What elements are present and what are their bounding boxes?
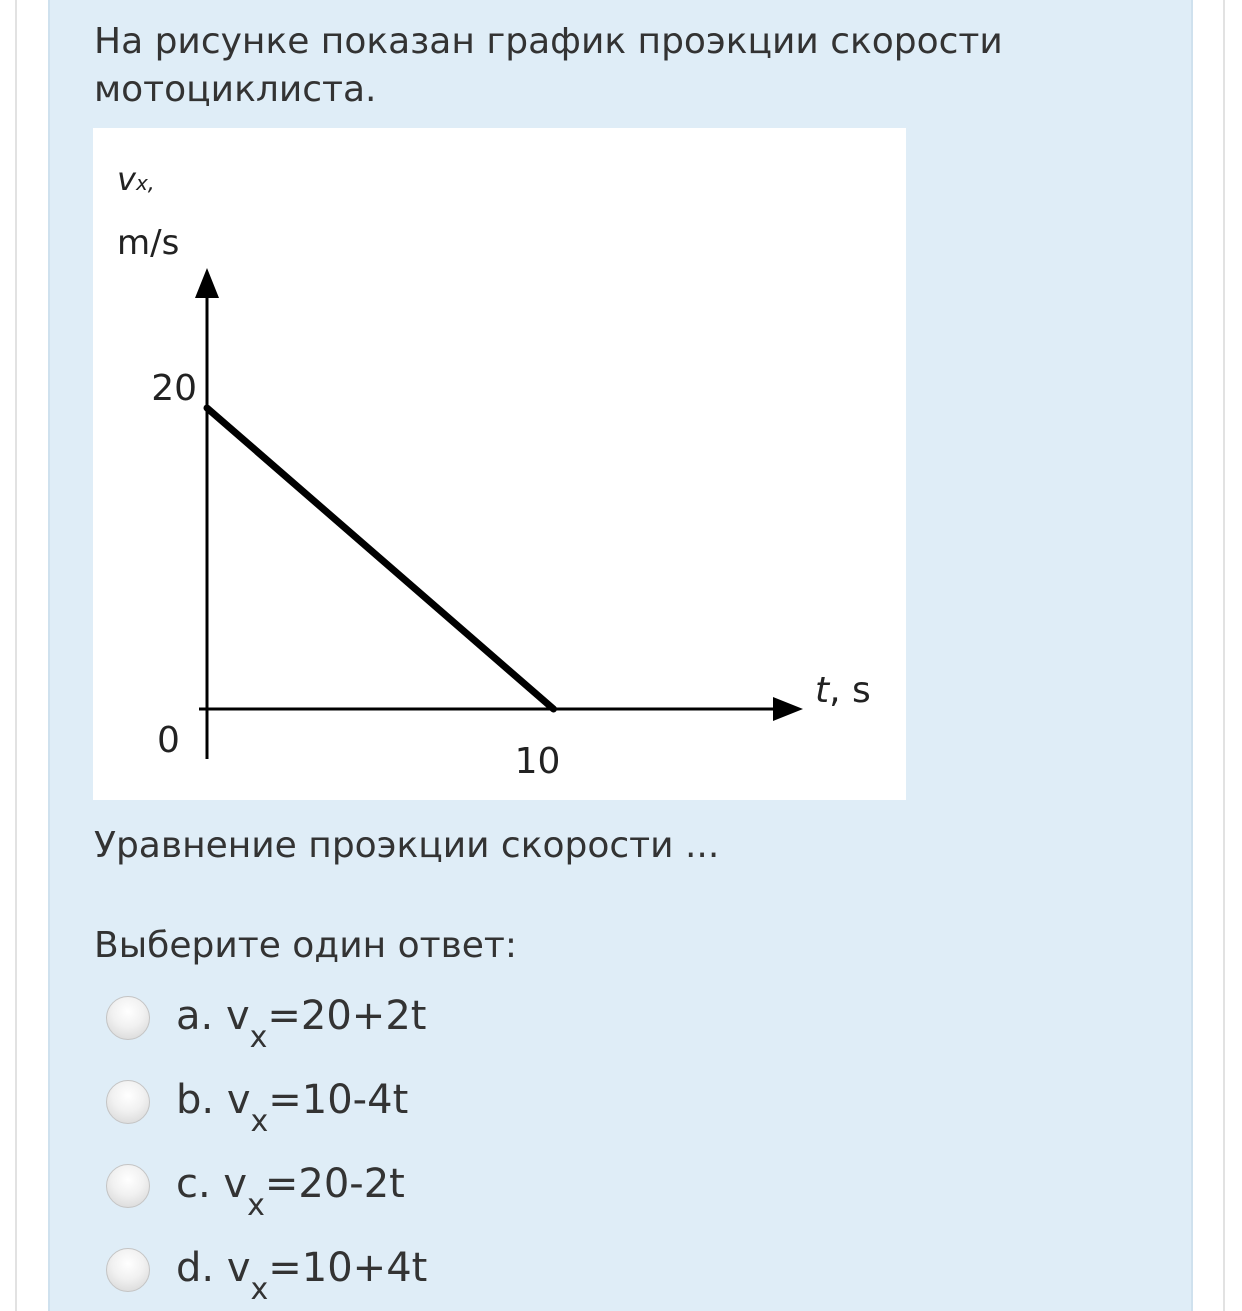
x-tick-label: 10 <box>514 741 561 782</box>
answer-option-d[interactable] <box>106 1242 706 1307</box>
y-axis-label-unit: m/s <box>117 223 180 263</box>
radio-button[interactable] <box>106 1164 150 1208</box>
velocity-series-line <box>207 408 554 709</box>
answer-option-label <box>176 1158 405 1223</box>
answer-option-label <box>176 1242 428 1307</box>
option-subscript: x <box>250 1104 269 1139</box>
answer-option-a[interactable] <box>106 990 706 1055</box>
option-variable: v <box>225 993 250 1039</box>
option-letter: b. <box>176 1077 227 1123</box>
y-axis-arrow <box>195 268 219 298</box>
x-axis-arrow <box>773 697 803 721</box>
radio-button[interactable] <box>106 1248 150 1292</box>
option-letter: c. <box>176 1161 224 1207</box>
option-variable: v <box>223 1161 248 1207</box>
option-subscript: x <box>247 1188 265 1223</box>
velocity-chart <box>93 128 906 800</box>
option-expression: =20+2t <box>267 993 427 1039</box>
option-expression: =10-4t <box>268 1077 409 1123</box>
answer-option-b[interactable] <box>106 1074 706 1139</box>
option-letter: d. <box>176 1245 227 1291</box>
option-variable: v <box>226 1245 251 1291</box>
option-expression: =20-2t <box>264 1161 405 1207</box>
y-axis-label-symbol: vx, <box>117 160 155 198</box>
radio-button[interactable] <box>106 996 150 1040</box>
option-variable: v <box>226 1077 251 1123</box>
answer-option-label <box>176 1074 409 1139</box>
radio-button[interactable] <box>106 1080 150 1124</box>
question-prompt: Уравнение проэкции скорости ... <box>94 825 720 866</box>
x-axis-label: t, s <box>815 670 871 711</box>
option-subscript: x <box>250 1272 269 1307</box>
question-text: На рисунке показан график проэкции скорости мотоциклиста. <box>94 21 1003 110</box>
answer-option-c[interactable] <box>106 1158 706 1223</box>
option-subscript: x <box>249 1020 268 1055</box>
y-tick-label: 20 <box>151 367 197 409</box>
frame-border-left <box>15 0 17 1311</box>
option-expression: =10+4t <box>268 1245 428 1291</box>
option-letter: a. <box>176 993 226 1039</box>
answer-option-label <box>176 990 427 1055</box>
frame-border-right <box>1223 0 1225 1311</box>
answer-instruction: Выберите один ответ: <box>94 925 518 966</box>
chart-svg <box>93 128 906 800</box>
origin-label: 0 <box>157 720 180 761</box>
